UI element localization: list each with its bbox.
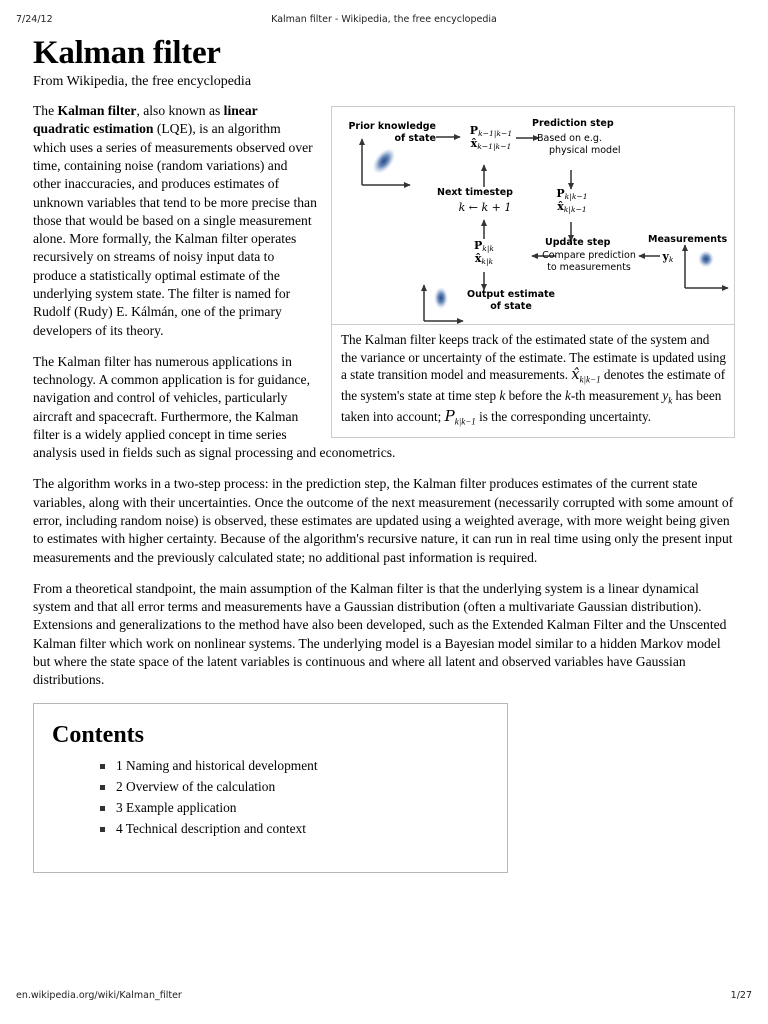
caption-math-P-sub: k|k−1 [454,417,476,428]
state-upd-P-sub: k|k [482,244,495,254]
contents-item-label: 4 Technical description and context [116,820,306,836]
contents-list [48,756,493,840]
caption-seg-4: -th measurement [570,387,663,403]
state-pred-P-sub: k|k−1 [564,192,588,202]
paragraph-4: From a theoretical standpoint, the main assumption of the Kalman filter is that the underlying system is a linear dynamical system and that all error terms and measurements have a Gaussian distribution (often a multivariate Gaussian distribution). Extensions and generalizations to the method have also been developed, such as the Extended Kalman Filter and the Unscented Kalman filter which work on nonlinear systems. The underlying model is a Bayesian model similar to a hidden Markov model but where the state space of the latent variables is continuous and where all latent and observed variables have Gaussian distributions. [33,580,727,688]
state-pred-x-sub: k|k−1 [563,205,587,215]
paragraph-2: The Kalman filter has numerous applications in technology. A common application is for guidance, navigation and control of vehicles, particularly aircraft and spacecraft. Furthermore, the Kalman filter is a widely applied concept in time series analysis used in fields such as signal processing and econometrics. [33,353,396,461]
caption-seg-6: is the corresponding uncertainty. [475,409,652,425]
diagram-state-update [458,239,510,265]
p1-bold-kalman-filter: Kalman filter [57,103,137,119]
prediction-line2: physical model [549,144,621,156]
caption-seg-1: The Kalman filter keeps track of the estimated state of the system and the variance or uncertainty of the estimate. The estimate is updated using a state transition model and measurements. [341,332,726,383]
caption-math-xhat: x̂ [571,367,580,384]
contents-heading: Contents [52,721,145,748]
diagram-canvas [332,107,734,325]
caption-math-k2: k [564,387,571,403]
figure-kalman-diagram [331,106,735,438]
print-footer [0,990,768,1004]
print-header [0,14,768,28]
caption-math-xhat-sub: k|k−1 [579,374,601,385]
state-pred-x: x̂ [557,200,564,214]
update-line2: to measurements [547,261,631,273]
print-footer-page: 1/27 [730,990,752,1001]
paragraph-3: The algorithm works in a two-step process: in the prediction step, the Kalman filter produces estimates of the current state variables, along with their uncertainties. Once the outcome of the next measurement (necessarily corrupted with some amount of error, including random noise) is observed, these estimates are updated using a weighted average, with more weight being given to estimates with higher certainty. Because of the algorithm's recursive nature, it can run in real time using only the present input measurements and the previously calculated state; no additional past information is required. [33,476,734,565]
p1-seg-e: (LQE), is an algorithm which uses a series of measurements observed over time, containing noise (random variations) and other inaccuracies, and produces estimates of unknown variables that tend to be more precise than those that would be based on a single measurement alone. More formally, the Kalman filter operates recursively on streams of noisy input data to produce a statistically optimal estimate of the underlying system state. The filter is named for Rudolf (Rudy) E. Kálmán, one of the primary developers of its theory. [33,121,317,338]
state-km1-P-sub: k−1|k−1 [478,129,513,139]
state-km1-P: P [469,124,479,138]
p1-seg-a: The [33,103,58,119]
page-subtitle: From Wikipedia, the free encyclopedia [33,73,252,89]
contents-item[interactable] [100,777,493,798]
contents-item-label: 2 Overview of the calculation [116,778,276,794]
state-upd-x-sub: k|k [481,257,494,267]
diagram-label-prediction-step-body [537,133,635,156]
state-km1-x-sub: k−1|k−1 [477,142,512,152]
contents-item[interactable] [100,819,493,840]
diagram-label-prediction-step-title: Prediction step [532,118,614,130]
caption-seg-2: denotes the estimate of the system's state at time step [341,367,726,403]
contents-item[interactable] [100,798,493,819]
caption-math-y-sub: k [668,395,673,406]
measurements-y: y [662,250,669,264]
p1-seg-c: , also known as [136,103,224,119]
diagram-label-update-step-body [537,250,641,273]
update-line1: Compare prediction [542,250,636,262]
diagram-label-prior-knowledge [338,121,436,144]
figure-caption [332,325,734,437]
measurements-y-sub: k [668,255,674,265]
output-line2: of state [490,300,532,312]
caption-math-k1: k [499,387,506,403]
article-body [33,36,735,873]
diagram-label-next-timestep-title: Next timestep [437,187,513,199]
diagram-label-measurements-title: Measurements [648,234,728,246]
caption-math-P: P [444,407,455,426]
page-title: Kalman filter [33,35,221,71]
prior-line2: of state [394,132,436,144]
state-pred-P: P [556,187,565,201]
caption-seg-3: before the [505,387,565,403]
caption-seg-5: has been taken into account; [341,387,722,425]
diagram-label-measurements-math [656,250,680,263]
diagram-state-prediction [544,187,600,213]
print-header-date: 7/24/12 [16,14,53,25]
caption-math-y: y [662,387,669,403]
print-header-title: Kalman filter - Wikipedia, the free encyclopedia [271,14,497,25]
contents-item-label: 1 Naming and historical development [116,757,318,773]
print-footer-url: en.wikipedia.org/wiki/Kalman_filter [16,990,182,1001]
contents-item[interactable] [100,756,493,777]
prior-line1: Prior knowledge [348,121,436,133]
diagram-state-k-minus-1 [463,124,519,150]
state-km1-x: x̂ [470,137,478,151]
contents-item-label: 3 Example application [116,799,237,815]
state-upd-P: P [473,239,483,253]
contents-box [33,703,508,873]
prediction-line1: Based on e.g. [537,133,602,145]
p1-bold-lqe: linear quadratic estimation [33,103,258,137]
output-line1: Output estimate [467,289,555,301]
diagram-label-next-timestep-math: k ← k + 1 [458,201,512,215]
diagram-label-update-step-title: Update step [545,237,611,249]
state-upd-x: x̂ [474,252,482,266]
diagram-label-output-estimate [453,289,569,312]
